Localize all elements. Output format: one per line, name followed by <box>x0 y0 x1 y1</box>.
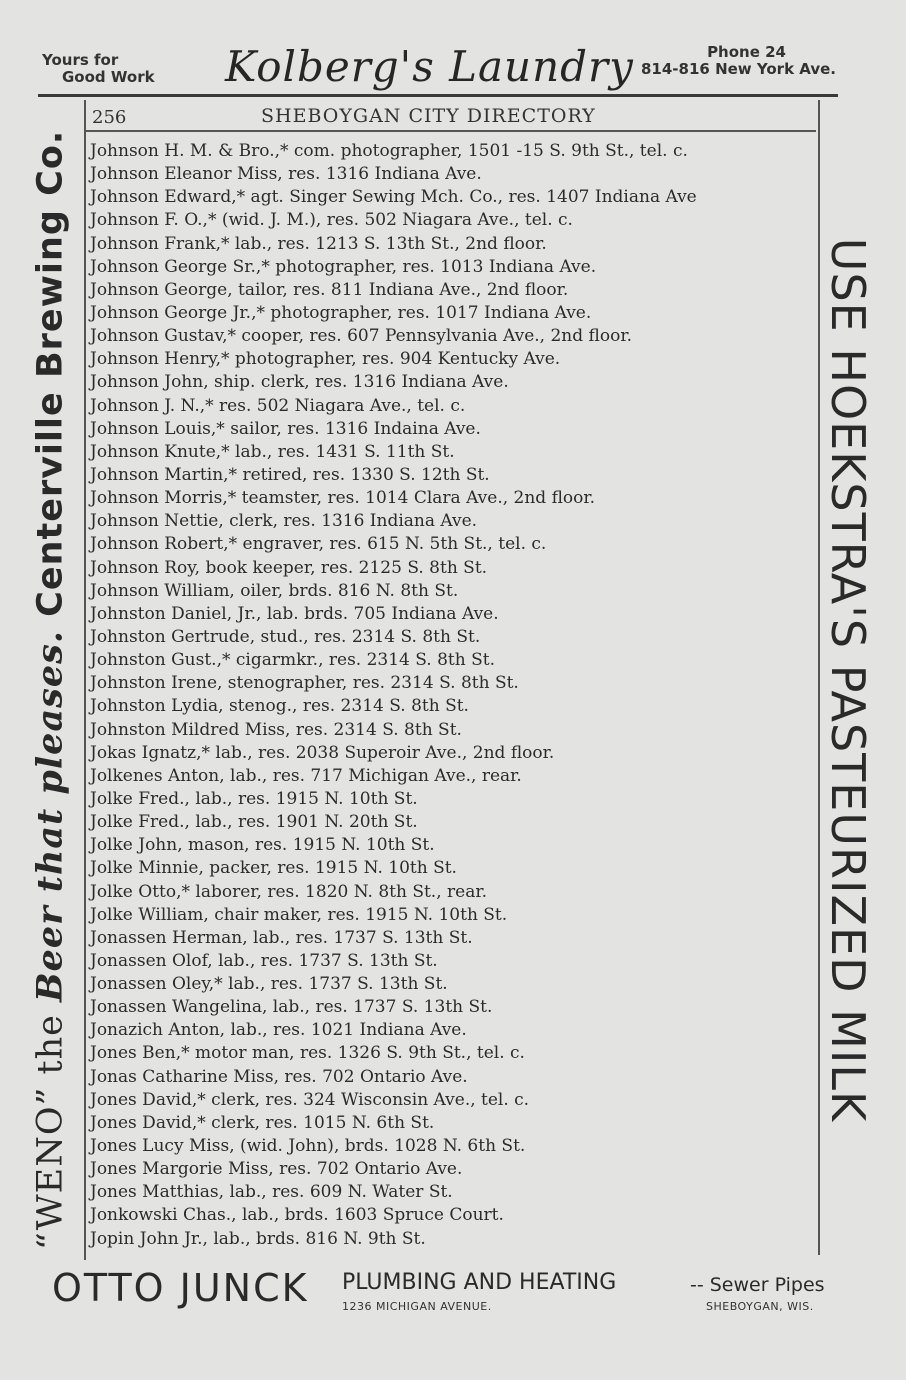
directory-entry: Johnson J. N.,* res. 502 Niagara Ave., tel. c. <box>90 395 466 416</box>
directory-entry: Johnson Robert,* engraver, res. 615 N. 5th St., tel. c. <box>90 534 547 555</box>
directory-entry: Johnson Edward,* agt. Singer Sewing Mch. Co., res. 1407 Indiana Ave <box>90 187 697 208</box>
directory-entry: Johnson Morris,* teamster, res. 1014 Clara Ave., 2nd floor. <box>90 488 596 509</box>
directory-listing <box>84 100 818 1260</box>
bottom-ad-business-name: OTTO JUNCK <box>52 1266 309 1310</box>
directory-entry: Jonassen Herman, lab., res. 1737 S. 13th St. <box>90 927 473 948</box>
directory-entry: Johnson Frank,* lab., res. 1213 S. 13th St., 2nd floor. <box>90 233 547 254</box>
directory-entry: Jonazich Anton, lab., res. 1021 Indiana Ave. <box>90 1020 467 1041</box>
directory-entry: Jones Matthias, lab., res. 609 N. Water St. <box>90 1182 453 1203</box>
directory-entry: Johnson William, oiler, brds. 816 N. 8th St. <box>90 580 459 601</box>
directory-entry: Johnston Gertrude, stud., res. 2314 S. 8th St. <box>90 626 481 647</box>
directory-entry: Jolke Fred., lab., res. 1915 N. 10th St. <box>90 788 418 809</box>
top-ad-slogan-line2: Good Work <box>62 68 155 86</box>
directory-entry: Jolke Fred., lab., res. 1901 N. 20th St. <box>90 812 418 833</box>
left-ad-part1: “WENO” the <box>30 1001 71 1251</box>
left-ad-text <box>30 130 71 1250</box>
directory-entry: Johnson Eleanor Miss, res. 1316 Indiana Ave. <box>90 164 482 185</box>
directory-entry: Jonassen Wangelina, lab., res. 1737 S. 13th St. <box>90 997 493 1018</box>
directory-entry: Jokas Ignatz,* lab., res. 2038 Superoir Ave., 2nd floor. <box>90 742 555 763</box>
directory-entry: Jopin John Jr., lab., brds. 816 N. 9th St. <box>90 1228 426 1249</box>
top-ad-slogan <box>42 52 155 86</box>
directory-entry: Johnson George Sr.,* photographer, res. 1013 Indiana Ave. <box>90 256 597 277</box>
bottom-ad-address: 1236 MICHIGAN AVENUE. <box>342 1300 492 1313</box>
directory-entry: Jones Ben,* motor man, res. 1326 S. 9th St., tel. c. <box>90 1043 525 1064</box>
directory-entry: Johnson Louis,* sailor, res. 1316 Indaina Ave. <box>90 418 481 439</box>
directory-entry: Johnson George, tailor, res. 811 Indiana Ave., 2nd floor. <box>90 279 569 300</box>
bottom-ad-city: SHEBOYGAN, WIS. <box>706 1300 814 1313</box>
right-ad-text: USE HOEKSTRA'S PASTEURIZED MILK <box>821 237 875 1123</box>
directory-entry: Johnson John, ship. clerk, res. 1316 Indiana Ave. <box>90 372 509 393</box>
right-advertisement <box>818 100 878 1270</box>
entries-list <box>90 140 818 1251</box>
directory-entry: Johnson Henry,* photographer, res. 904 Kentucky Ave. <box>90 349 561 370</box>
directory-entry: Jones Margorie Miss, res. 702 Ontario Ave. <box>90 1159 463 1180</box>
directory-entry: Johnston Irene, stenographer, res. 2314 S. 8th St. <box>90 673 519 694</box>
directory-title: SHEBOYGAN CITY DIRECTORY <box>261 105 596 127</box>
directory-entry: Jolkenes Anton, lab., res. 717 Michigan Ave., rear. <box>90 765 522 786</box>
directory-entry: Johnson Nettie, clerk, res. 1316 Indiana Ave. <box>90 511 478 532</box>
directory-entry: Jonas Catharine Miss, res. 702 Ontario Ave. <box>90 1066 468 1087</box>
directory-entry: Jones Lucy Miss, (wid. John), brds. 1028 N. 6th St. <box>90 1136 526 1157</box>
directory-entry: Johnson Knute,* lab., res. 1431 S. 11th St. <box>90 441 455 462</box>
page-header <box>86 104 816 132</box>
directory-entry: Jones David,* clerk, res. 1015 N. 6th St. <box>90 1112 435 1133</box>
directory-entry: Jolke Minnie, packer, res. 1915 N. 10th St. <box>90 858 457 879</box>
directory-entry: Johnson George Jr.,* photographer, res. 1017 Indiana Ave. <box>90 302 592 323</box>
bottom-ad-service-extra: -- Sewer Pipes <box>690 1274 825 1296</box>
directory-entry: Johnson Martin,* retired, res. 1330 S. 12th St. <box>90 464 490 485</box>
top-ad-contact <box>620 44 836 78</box>
top-ad-business-name: Kolberg's Laundry <box>225 42 634 91</box>
directory-entry: Johnston Daniel, Jr., lab. brds. 705 Indiana Ave. <box>90 603 499 624</box>
bottom-ad-service: PLUMBING AND HEATING <box>342 1270 617 1295</box>
directory-entry: Johnston Mildred Miss, res. 2314 S. 8th St. <box>90 719 462 740</box>
directory-entry: Johnson F. O.,* (wid. J. M.), res. 502 Niagara Ave., tel. c. <box>90 210 573 231</box>
directory-entry: Johnston Gust.,* cigarmkr., res. 2314 S. 8th St. <box>90 650 495 671</box>
left-ad-part3: Centerville Brewing Co. <box>30 129 71 631</box>
page-number: 256 <box>92 107 127 128</box>
directory-entry: Jones David,* clerk, res. 324 Wisconsin Ave., tel. c. <box>90 1089 530 1110</box>
bottom-advertisement <box>0 1262 906 1322</box>
directory-entry: Jolke John, mason, res. 1915 N. 10th St. <box>90 835 435 856</box>
directory-entry: Johnson Roy, book keeper, res. 2125 S. 8th St. <box>90 557 488 578</box>
directory-entry: Jolke Otto,* laborer, res. 1820 N. 8th St., rear. <box>90 881 487 902</box>
left-advertisement <box>20 110 80 1270</box>
top-advertisement <box>0 0 906 100</box>
top-ad-address: 814-816 New York Ave. <box>641 60 836 78</box>
directory-entry: Jonassen Olof, lab., res. 1737 S. 13th St. <box>90 950 438 971</box>
top-ad-phone: Phone 24 <box>707 43 786 61</box>
directory-entry: Johnson Gustav,* cooper, res. 607 Pennsylvania Ave., 2nd floor. <box>90 326 632 347</box>
directory-entry: Jolke William, chair maker, res. 1915 N. 10th St. <box>90 904 508 925</box>
directory-entry: Johnston Lydia, stenog., res. 2314 S. 8th St. <box>90 696 469 717</box>
top-ad-slogan-line1: Yours for <box>42 51 119 69</box>
directory-entry: Johnson H. M. & Bro.,* com. photographer, 1501 -15 S. 9th St., tel. c. <box>90 141 688 161</box>
top-divider <box>38 94 838 97</box>
directory-entry: Jonkowski Chas., lab., brds. 1603 Spruce Court. <box>90 1205 504 1226</box>
directory-entry: Jonassen Oley,* lab., res. 1737 S. 13th St. <box>90 974 448 995</box>
left-ad-part2: Beer that pleases. <box>29 630 71 1002</box>
